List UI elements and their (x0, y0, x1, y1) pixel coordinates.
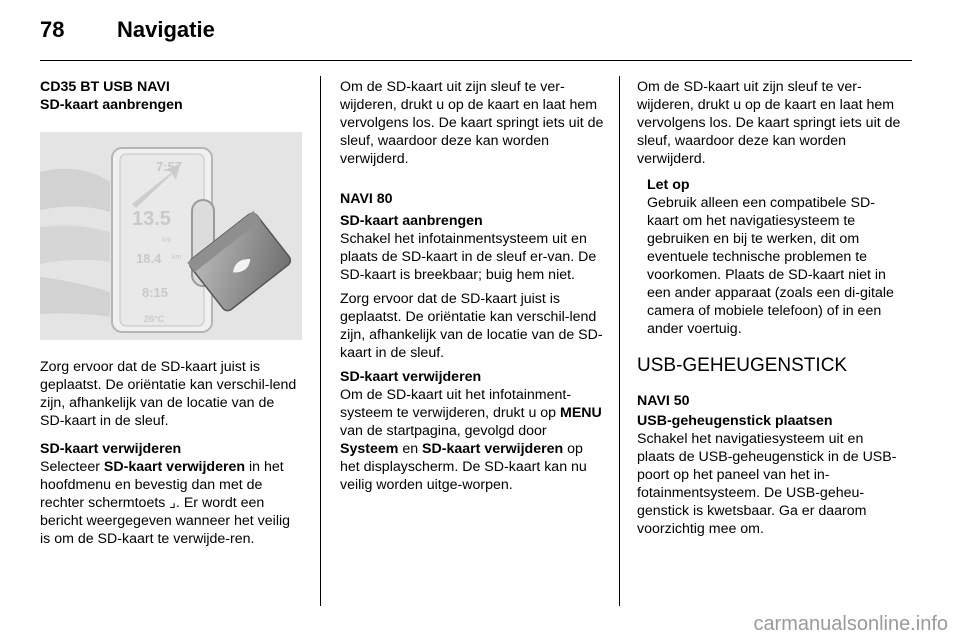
model-label: CD35 BT USB NAVI (40, 79, 170, 95)
sd-card-illustration (40, 132, 302, 340)
section-heading: SD-kaart aanbrengen (40, 97, 183, 113)
display-distance-2: 18.4 (136, 251, 162, 266)
column-2 (340, 78, 604, 494)
paragraph: Schakel het navigatiesysteem uit en plaats de USB-geheugenstick in de USB-poort op het paneel van het in-fotainmentsysteem. De USB-geheu-genstick is kwetsbaar. Ga er daarom voorzichtig mee om. (637, 431, 897, 537)
page-title: Navigatie (117, 17, 215, 42)
paragraph: Om de SD-kaart uit zijn sleuf te ver-wijderen, drukt u op de kaart en laat hem vervolgens los. De kaart springt iets uit de sleuf, waardoor deze kan worden verwijderd. (637, 79, 901, 167)
note-text: Gebruik alleen een compatibele SD-kaart om het navigatiesysteem te gebruiken en bij te werken, dit om eventuele technische problemen te voorkomen. Plaats de SD-kaart niet in een ander apparaat (zoals een di-gitale camera of mobiele telefoon) of in een ander voertuig. (647, 195, 894, 337)
display-temp: 26°C (144, 314, 165, 324)
section-heading: SD-kaart aanbrengen (340, 213, 483, 229)
section-heading: SD-kaart verwijderen (340, 369, 482, 385)
page-number: 78 (40, 17, 65, 42)
model-label: NAVI 50 (637, 393, 690, 409)
paragraph: Zorg ervoor dat de SD-kaart juist is geplaatst. De oriëntatie kan verschil-lend zijn, afhankelijk van de locatie van de SD-kaart in de sleuf. (340, 291, 603, 361)
paragraph: Zorg ervoor dat de SD-kaart juist is geplaatst. De oriëntatie kan verschil-lend zijn, afhankelijk van de locatie van de SD-kaart in de sleuf. (40, 359, 297, 429)
display-eta: 8:15 (142, 285, 169, 300)
header-divider (40, 60, 912, 61)
paragraph: Schakel het infotainmentsysteem uit en plaats de SD-kaart in de sleuf er-van. De SD-kaart is breekbaar; buig hem niet. (340, 231, 597, 283)
paragraph: Om de SD-kaart uit zijn sleuf te ver-wijderen, drukt u op de kaart en laat hem vervolgens los. De kaart springt iets uit de sleuf, waardoor deze kan worden verwijderd. (340, 79, 604, 167)
note-box (637, 176, 903, 338)
section-heading: SD-kaart verwijderen (40, 441, 182, 457)
watermark: carmanualsonline.info (753, 613, 948, 635)
display-unit: km (162, 237, 172, 244)
model-label: NAVI 80 (340, 191, 393, 207)
column-1 (40, 78, 302, 548)
column-divider-2 (619, 76, 620, 606)
display-unit-2: km (172, 254, 182, 261)
paragraph: Selecteer SD-kaart verwijderen in het hoofdmenu en bevestig dan met de rechter schermtoets ⌟. Er wordt een bericht weergegeven wanneer het veilig is om de SD-kaart te verwijde-ren. (40, 459, 291, 547)
section-title: USB-GEHEUGENSTICK (637, 355, 848, 376)
column-3 (637, 78, 903, 538)
display-time: 7:57 (156, 159, 183, 174)
note-title: Let op (647, 177, 690, 193)
paragraph: Om de SD-kaart uit het infotainment-systeem te verwijderen, drukt u op MENU van de startpagina, gevolgd door Systeem en SD-kaart verwijderen op het displayscherm. De SD-kaart kan nu veilig worden uitge-worpen. (340, 387, 602, 493)
column-divider-1 (320, 76, 321, 606)
section-heading: USB-geheugenstick plaatsen (637, 413, 833, 429)
display-distance: 13.5 (132, 208, 171, 230)
